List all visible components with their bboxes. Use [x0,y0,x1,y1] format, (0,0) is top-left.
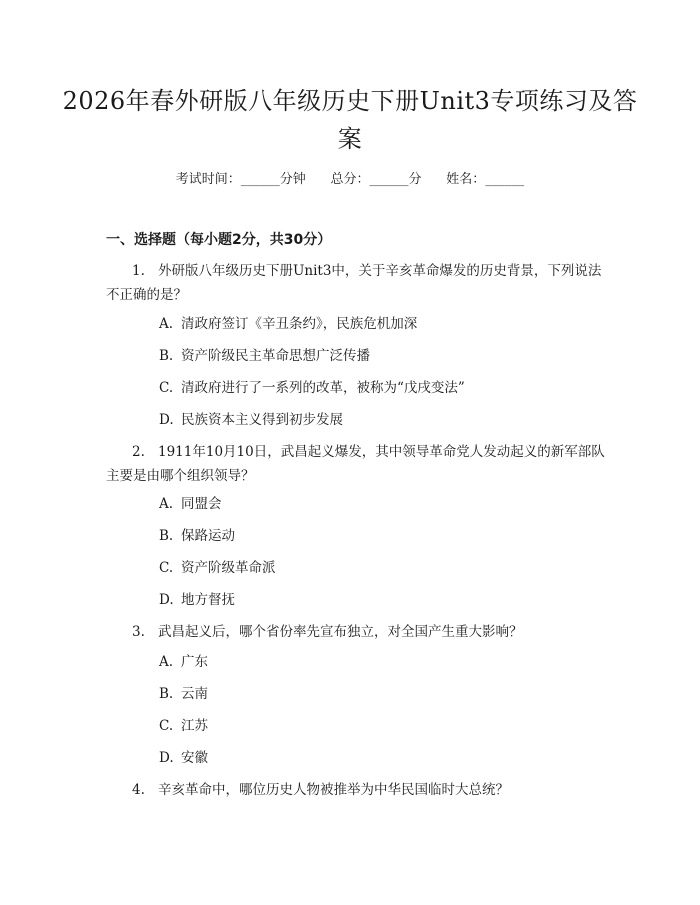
option-1a [159,314,417,334]
option-letter: B. [159,348,174,364]
option-text: 同盟会 [181,496,222,512]
option-text: 保路运动 [181,528,235,544]
option-1d [159,410,343,430]
option-letter: C. [159,718,174,734]
question-3 [106,620,606,644]
question-number: 4. [132,782,145,798]
option-letter: D. [159,750,174,766]
exam-info-line: 考试时间：______分钟 总分：______分 姓名：______ [175,172,525,187]
option-letter: C. [159,380,174,396]
option-3b [159,684,208,704]
option-letter: A. [159,316,174,332]
question-number: 3. [132,624,145,640]
option-2d [159,590,235,610]
question-text: 外研版八年级历史下册Unit3中，关于辛亥革命爆发的历史背景，下列说法不正确的是？ [106,263,602,303]
section-heading: 一、选择题（每小题2分，共30分） [106,232,332,248]
option-text: 江苏 [181,718,208,734]
option-letter: A. [159,654,174,670]
option-1b [159,346,370,366]
option-3c [159,716,208,736]
question-text: 武昌起义后，哪个省份率先宣布独立，对全国产生重大影响？ [158,624,523,640]
option-2a [159,494,222,514]
document-title: 2026年春外研版八年级历史下册Unit3专项练习及答案 [62,87,638,153]
question-text: 辛亥革命中，哪位历史人物被推举为中华民国临时大总统？ [158,782,509,798]
option-letter: D. [159,592,174,608]
option-2b [159,526,235,546]
option-1c [159,378,465,398]
option-text: 安徽 [181,750,208,766]
question-number: 2. [132,444,145,460]
option-letter: A. [159,496,174,512]
option-text: 清政府进行了一系列的改革，被称为“戊戌变法” [181,380,465,396]
option-text: 云南 [181,686,208,702]
question-2 [106,440,606,488]
option-letter: B. [159,686,174,702]
option-text: 资产阶级革命派 [181,560,276,576]
option-text: 地方督抚 [181,592,235,608]
option-2c [159,558,276,578]
option-letter: C. [159,560,174,576]
option-3d [159,748,208,768]
option-letter: B. [159,528,174,544]
option-text: 民族资本主义得到初步发展 [181,412,343,428]
question-text: 1911年10月10日，武昌起义爆发，其中领导革命党人发动起义的新军部队主要是由哪个组织领导？ [106,444,605,484]
option-letter: D. [159,412,174,428]
question-number: 1. [132,263,145,279]
option-text: 资产阶级民主革命思想广泛传播 [181,348,370,364]
option-text: 广东 [181,654,208,670]
question-4 [106,778,606,802]
question-1 [106,259,606,307]
option-text: 清政府签订《辛丑条约》，民族危机加深 [181,316,418,332]
option-3a [159,652,208,672]
